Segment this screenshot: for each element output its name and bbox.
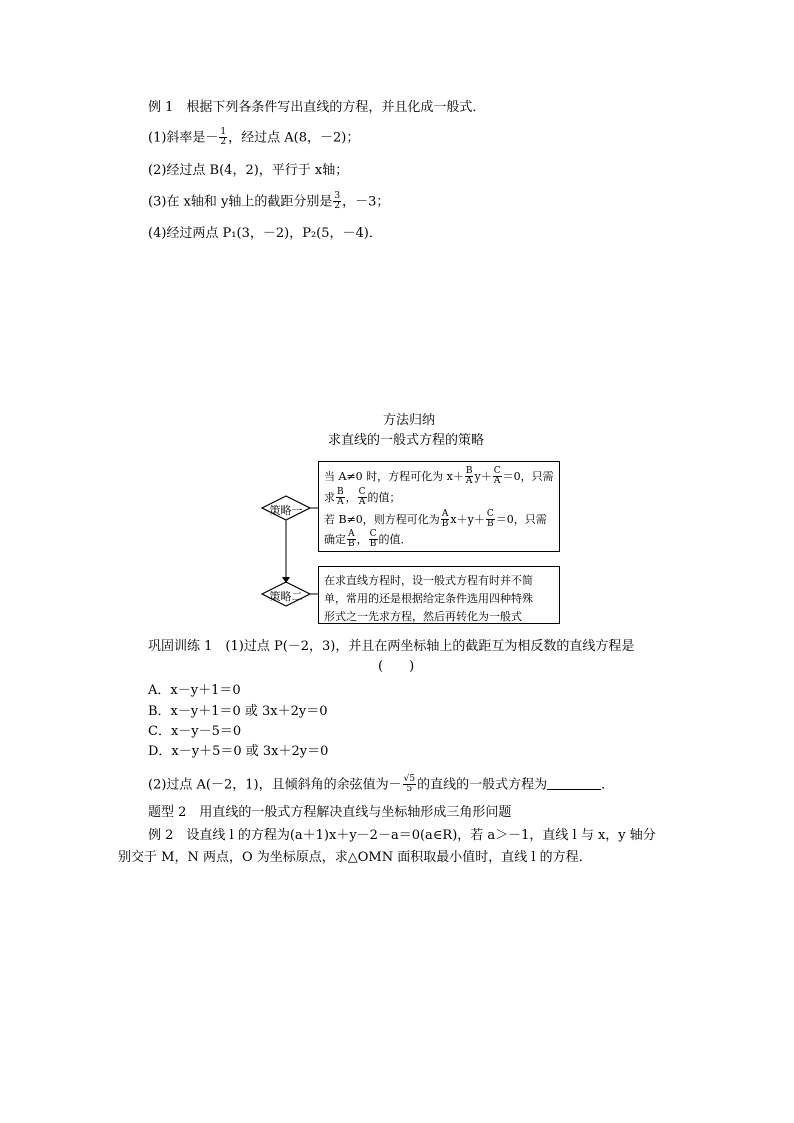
strategy1-box (318, 461, 560, 552)
strategy2-label: 策略二 (269, 590, 303, 603)
strategy2-row-3: 形式之一先求方程，然后再转化为一般式 (324, 610, 522, 623)
arrow-head-icon (282, 577, 290, 583)
option-b: B．x－y＋1＝0 或 3x＋2y＝0 (148, 704, 328, 719)
practice1-answer-paren: ( ) (378, 659, 415, 674)
practice1-question-2: (2)过点 A(－2，1)，且倾斜角的余弦值为－ $\frac{√5}{5}$ 的直线的一般式方程为 ． (148, 774, 615, 795)
example1-title: 例 1 根据下列各条件写出直线的方程，并且化成一般式． (148, 100, 486, 115)
option-a: A．x－y＋1＝0 (148, 683, 241, 698)
strategy1-row-1: 当 A≠0 时，方程可化为 x＋ $\frac{B}{A}$ y＋ $\frac{C}{A}$ ＝0，只需 (324, 466, 554, 487)
practice1-title: 巩固训练 1 (1)过点 P(－2，3)，并且在两坐标轴上的截距互为相反数的直线方程是 (148, 639, 635, 654)
example1-condition-1: (1)斜率是－ $\frac{1}{2}$ ，经过点 A(8，－2)； (148, 127, 360, 148)
option-d: D．x－y＋5＝0 或 3x＋2y＝0 (148, 744, 329, 759)
strategy1-row-4: 确定 $\frac{A}{B}$ ， $\frac{C}{B}$ 的值． (324, 529, 412, 550)
strategy2-row-2: 单，常用的还是根据给定条件选用四种特殊 (324, 592, 533, 605)
strategy1-row-3: 若 B≠0，则方程可化为 $\frac{A}{B}$ x＋y＋ $\frac{C}{B}$ ＝0，只需 (324, 509, 547, 530)
strategy2-box (318, 566, 560, 624)
fraction: $\frac{√5}{5}$ (403, 774, 416, 795)
example2-line-2: 别交于 M，N 两点，O 为坐标原点，求△OMN 面积取最小值时，直线 l 的方程． (118, 850, 592, 865)
example1-condition-4: (4)经过两点 P₁(3，－2)，P₂(5，－4)． (148, 226, 382, 241)
example1-condition-2: (2)经过点 B(4，2)，平行于 x轴； (148, 163, 349, 178)
answer-blank[interactable] (547, 777, 601, 790)
method-heading: 方法归纳 (383, 413, 436, 428)
strategy2-row-1: 在求直线方程时，设一般式方程有时并不简 (324, 574, 533, 587)
example1-condition-3: (3)在 x轴和 y轴上的截距分别是 $\frac{3}{2}$ ，－3； (148, 191, 390, 212)
fraction: $\frac{3}{2}$ (334, 191, 341, 212)
strategy1-row-2: 求 $\frac{B}{A}$ ， $\frac{C}{A}$ 的值； (324, 487, 401, 508)
fraction: $\frac{1}{2}$ (220, 127, 227, 148)
method-subheading: 求直线的一般式方程的策略 (328, 433, 485, 448)
option-c: C．x－y－5＝0 (148, 724, 242, 739)
example2-line-1: 例 2 设直线 l 的方程为(a＋1)x＋y－2－a＝0(a∈R)，若 a＞－1，直线 l 与 x，y 轴分 (148, 828, 656, 843)
strategy1-label: 策略一 (269, 504, 303, 517)
topic2-title: 题型 2 用直线的一般式方程解决直线与坐标轴形成三角形问题 (148, 805, 512, 820)
